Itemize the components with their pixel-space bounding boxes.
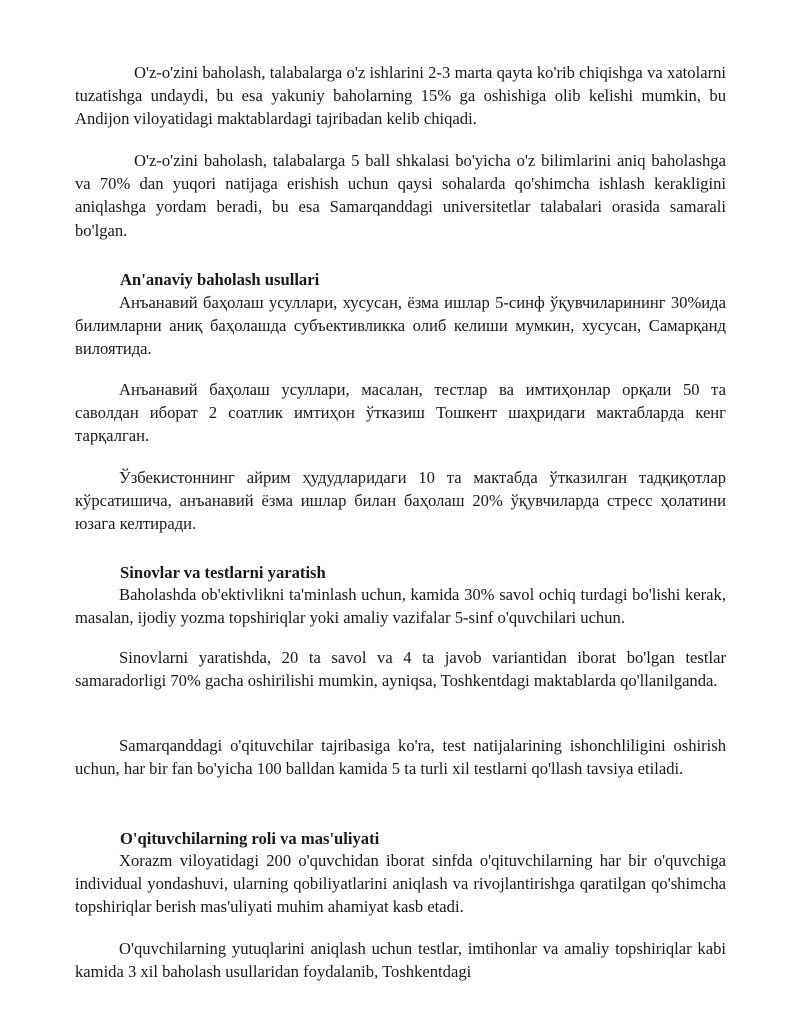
section-heading-traditional-assessment: An'anaviy baholash usullari — [120, 270, 320, 289]
paragraph-self-assessment-2: O'z-o'zini baholash, talabalarga 5 ball shkalasi bo'yicha o'z bilimlarini aniq baholashga va 70% dan yuqori natijaga erishish uchun qaysi sohalarda qo'shimcha ishlash kerakligini aniqlashga yordam beradi, bu esa Samarqanddagi universitetlar talabalari orasida samarali bo'lgan. — [75, 151, 726, 240]
paragraph-traditional-2: Анъанавий баҳолаш усуллари, масалан, тестлар ва имтиҳонлар орқали 50 та саволдан иборат 2 соатлик имтиҳон ўтказиш Тошкент шаҳридаги мактабларда кенг тарқалган. — [75, 380, 726, 446]
paragraph-tests-3: Samarqanddagi o'qituvchilar tajribasiga ko'ra, test natijalarining ishonchliligini oshirish uchun, har bir fan bo'yicha 100 balldan kamida 5 ta turli xil testlarni qo'llash tavsiya etiladi. — [75, 736, 726, 779]
section-heading-tests-creation: Sinovlar va testlarni yaratish — [120, 563, 326, 582]
paragraph-teacher-role-2: O'quvchilarning yutuqlarini aniqlash uchun testlar, imtihonlar va amaliy topshiriqlar kabi kamida 3 xil baholash usullaridan foydalanib, Toshkentdagi — [75, 939, 726, 982]
paragraph-self-assessment-1: O'z-o'zini baholash, talabalarga o'z ishlarini 2-3 marta qayta ko'rib chiqishga va xatolarni tuzatishga undaydi, bu esa yakuniy baholarning 15% ga oshishiga olib kelishi mumkin, bu Andijon viloyatidagi maktablardagi tajribadan kelib chiqadi. — [75, 63, 726, 129]
paragraph-tests-2: Sinovlarni yaratishda, 20 ta savol va 4 ta javob variantidan iborat bo'lgan testlar samaradorligi 70% gacha oshirilishi mumkin, ayniqsa, Toshkentdagi maktablarda qo'llanilganda. — [75, 648, 726, 691]
paragraph-traditional-1: Анъанавий баҳолаш усуллари, хусусан, ёзма ишлар 5-синф ўқувчиларининг 30%ида билимларни аниқ баҳолашда субъективликка олиб келиши мумкин, хусусан, Самарқанд вилоятида. — [75, 293, 726, 359]
paragraph-tests-1: Baholashda ob'ektivlikni ta'minlash uchun, kamida 30% savol ochiq turdagi bo'lishi kerak, masalan, ijodiy yozma topshiriqlar yoki amaliy vazifalar 5-sinf o'quvchilari uchun. — [75, 585, 726, 628]
paragraph-teacher-role-1: Xorazm viloyatidagi 200 o'quvchidan iborat sinfda o'qituvchilarning har bir o'quvchiga individual yondashuvi, ularning qobiliyatlarini aniqlash va rivojlantirishga qaratilgan qo'shimcha topshiriqlar berish mas'uliyati muhim ahamiyat kasb etadi. — [75, 851, 726, 917]
section-heading-teacher-role: O'qituvchilarning roli va mas'uliyati — [120, 829, 380, 848]
paragraph-traditional-3: Ўзбекистоннинг айрим ҳудудларидаги 10 та мактабда ўтказилган тадқиқотлар кўрсатишича, анъанавий ёзма ишлар билан баҳолаш 20% ўқувчиларда стресс ҳолатини юзага келтиради. — [75, 468, 726, 534]
